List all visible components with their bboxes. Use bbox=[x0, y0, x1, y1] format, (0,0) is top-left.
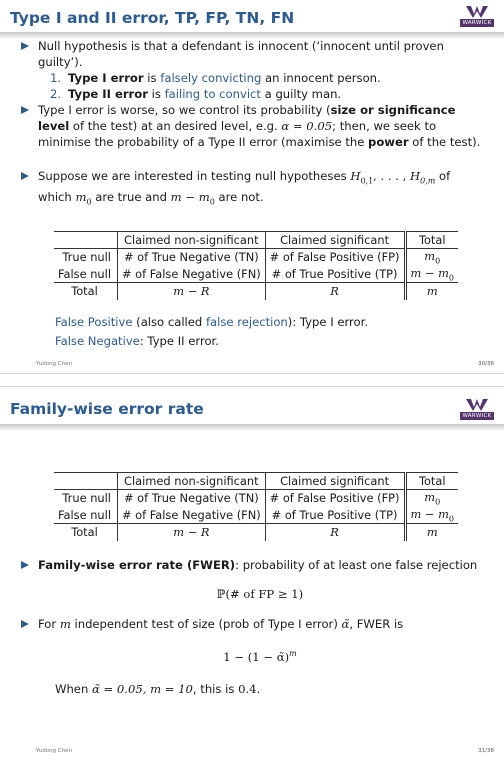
row-label: False null bbox=[54, 266, 117, 283]
row-label: Total bbox=[54, 283, 117, 300]
table-cell: # of True Positive (TP) bbox=[265, 266, 405, 283]
bullet-independent-tests bbox=[38, 616, 482, 632]
text: , this is bbox=[192, 681, 239, 696]
column-header: Total bbox=[405, 473, 458, 490]
text: (also called bbox=[132, 315, 206, 329]
math: m bbox=[424, 249, 436, 264]
column-header: Claimed non-significant bbox=[117, 232, 265, 249]
text: independent test of size (prob of Type I error) bbox=[70, 617, 342, 631]
table-header-row bbox=[54, 232, 458, 249]
bullet-text: Null hypothesis is that a defendant is innocent (‘innocent until proven guilty’). bbox=[38, 39, 444, 69]
logo-text: WARWICK bbox=[460, 19, 494, 27]
row-label: True null bbox=[62, 250, 111, 265]
text: is bbox=[143, 71, 161, 85]
math: m − m bbox=[170, 190, 210, 205]
text: ): Type I error. bbox=[287, 315, 369, 329]
table-cell bbox=[405, 490, 458, 507]
column-header: Claimed significant bbox=[265, 232, 405, 249]
math: 0.4 bbox=[238, 681, 257, 696]
formula-fwer: ℙ(# of FP ≥ 1) bbox=[216, 587, 304, 601]
list-item-type1 bbox=[38, 70, 482, 86]
bullet-triangle-icon bbox=[21, 620, 29, 628]
slide-31 bbox=[0, 387, 504, 760]
table-total-row bbox=[54, 524, 458, 541]
bullet-multiple-hypotheses bbox=[38, 168, 482, 211]
slide-title: Family-wise error rate bbox=[10, 400, 204, 418]
math: α̃ = 0.05, m = 10 bbox=[91, 681, 193, 696]
row-label: False null bbox=[54, 507, 117, 524]
confusion-table bbox=[54, 472, 458, 541]
column-header: Claimed significant bbox=[265, 473, 405, 490]
list-number: 2. bbox=[50, 87, 62, 101]
highlight-text: failing to convict bbox=[164, 87, 261, 101]
math: m bbox=[59, 617, 71, 631]
false-positive-definition bbox=[55, 314, 482, 330]
table-row bbox=[54, 490, 458, 507]
table-cell bbox=[405, 266, 458, 283]
formula-fwer-independent bbox=[38, 646, 482, 665]
math-sub: 0 bbox=[435, 497, 441, 507]
column-header: Total bbox=[405, 232, 458, 249]
table-cell: m − R bbox=[117, 524, 265, 541]
math-sub: 0 bbox=[448, 513, 454, 523]
bullet-triangle-icon bbox=[21, 42, 29, 50]
math: H bbox=[350, 169, 361, 183]
fwer-term: Family-wise error rate (FWER) bbox=[38, 558, 236, 572]
highlight-text: False Positive bbox=[55, 315, 133, 329]
table-total-row bbox=[54, 283, 458, 300]
text: : Type II error. bbox=[139, 334, 219, 348]
math-sub: 0,1 bbox=[360, 176, 374, 186]
list-item-type2 bbox=[38, 86, 482, 102]
warwick-logo bbox=[460, 6, 494, 27]
math-sub: 0 bbox=[435, 256, 441, 266]
table-cell: R bbox=[265, 283, 405, 300]
table-row bbox=[54, 507, 458, 524]
text: , FWER is bbox=[349, 617, 404, 631]
math-sub: 0,m bbox=[420, 176, 436, 186]
table-cell: # of False Negative (FN) bbox=[117, 507, 265, 524]
text: is bbox=[147, 87, 165, 101]
table-cell: m − R bbox=[117, 283, 265, 300]
text: an innocent person. bbox=[261, 71, 381, 85]
type2-term: Type II error bbox=[68, 87, 148, 101]
alpha-expression: α = 0.05 bbox=[281, 119, 333, 133]
table-cell: m bbox=[405, 524, 458, 541]
slide-title: Type I and II error, TP, FP, TN, FN bbox=[10, 9, 295, 27]
example-sentence bbox=[55, 681, 482, 697]
table-header-row bbox=[54, 473, 458, 490]
warwick-w-icon bbox=[466, 399, 488, 411]
bullet-type1-worse bbox=[38, 102, 482, 150]
slide-content bbox=[38, 557, 482, 697]
footer-page-number: 30/36 bbox=[478, 361, 494, 367]
math: m bbox=[75, 190, 87, 205]
bullet-fwer-definition bbox=[38, 557, 482, 573]
spacer bbox=[38, 150, 482, 168]
table-cell: # of True Negative (TN) bbox=[117, 490, 265, 507]
text: of which bbox=[38, 169, 451, 205]
text: When bbox=[55, 681, 92, 696]
list-number: 1. bbox=[50, 71, 62, 85]
type1-term: Type I error bbox=[68, 71, 144, 85]
highlight-text: False Negative bbox=[55, 334, 140, 348]
table-cell: # of True Positive (TP) bbox=[265, 507, 405, 524]
math: m bbox=[424, 490, 436, 505]
warwick-w-icon bbox=[466, 6, 488, 18]
math-sub: 0 bbox=[448, 272, 454, 282]
row-label: True null bbox=[62, 491, 111, 506]
slide-divider bbox=[0, 373, 504, 387]
table-corner bbox=[54, 473, 117, 490]
math: H bbox=[410, 169, 421, 183]
math: , . . . , bbox=[373, 169, 411, 183]
text: ; then, we seek to minimise the probability of a Type II error (maximise the bbox=[38, 119, 437, 149]
logo-text: WARWICK bbox=[460, 412, 494, 420]
false-negative-definition bbox=[55, 333, 482, 349]
text: . bbox=[256, 681, 261, 696]
row-label: Total bbox=[54, 524, 117, 541]
table-cell: # of False Negative (FN) bbox=[117, 266, 265, 283]
math: 1 − (1 − α̃) bbox=[223, 649, 290, 664]
error-definitions bbox=[38, 314, 482, 349]
table-corner bbox=[54, 232, 117, 249]
text: a guilty man. bbox=[260, 87, 342, 101]
table-cell bbox=[405, 507, 458, 524]
table-cell: # of False Positive (FP) bbox=[265, 249, 405, 266]
size-level-term: size or significance level bbox=[38, 103, 456, 133]
table-row bbox=[54, 266, 458, 283]
math-sub: 0 bbox=[86, 197, 92, 207]
bullet-triangle-icon bbox=[21, 561, 29, 569]
math: α̃ bbox=[341, 617, 350, 631]
highlight-text: falsely convicting bbox=[160, 71, 262, 85]
math: m − m bbox=[410, 265, 449, 280]
text: of the test). bbox=[408, 135, 481, 149]
bullet-triangle-icon bbox=[21, 106, 29, 114]
text: of the test) at an desired level, e.g. bbox=[69, 119, 282, 133]
text: are true and bbox=[91, 190, 171, 205]
footer-author: Yudong Chen bbox=[36, 361, 72, 367]
text: For bbox=[38, 617, 60, 631]
text: are not. bbox=[214, 190, 264, 205]
table-cell: R bbox=[265, 524, 405, 541]
math-sub: 0 bbox=[209, 197, 215, 207]
warwick-logo bbox=[460, 399, 494, 420]
column-header: Claimed non-significant bbox=[117, 473, 265, 490]
text: Suppose we are interested in testing null hypotheses bbox=[38, 169, 351, 183]
text: Type I error is worse, so we control its probability ( bbox=[38, 103, 331, 117]
highlight-text: false rejection bbox=[205, 315, 288, 329]
math: m − m bbox=[410, 506, 449, 521]
confusion-table bbox=[54, 231, 458, 300]
bullet-triangle-icon bbox=[21, 172, 29, 180]
slide-30 bbox=[0, 0, 504, 373]
title-rule bbox=[0, 424, 504, 430]
table-cell bbox=[405, 249, 458, 266]
footer-author: Yudong Chen bbox=[36, 748, 72, 754]
table-cell: # of True Negative (TN) bbox=[117, 249, 265, 266]
text: : probability of at least one false rejection bbox=[235, 558, 478, 572]
slide-content bbox=[38, 38, 482, 211]
math-sup: m bbox=[289, 649, 297, 658]
footer-page-number: 31/36 bbox=[478, 748, 494, 754]
table-cell: # of False Positive (FP) bbox=[265, 490, 405, 507]
table-row bbox=[54, 249, 458, 266]
bullet-null-hypothesis bbox=[38, 38, 482, 70]
power-term: power bbox=[368, 135, 409, 149]
table-cell: m bbox=[405, 283, 458, 300]
